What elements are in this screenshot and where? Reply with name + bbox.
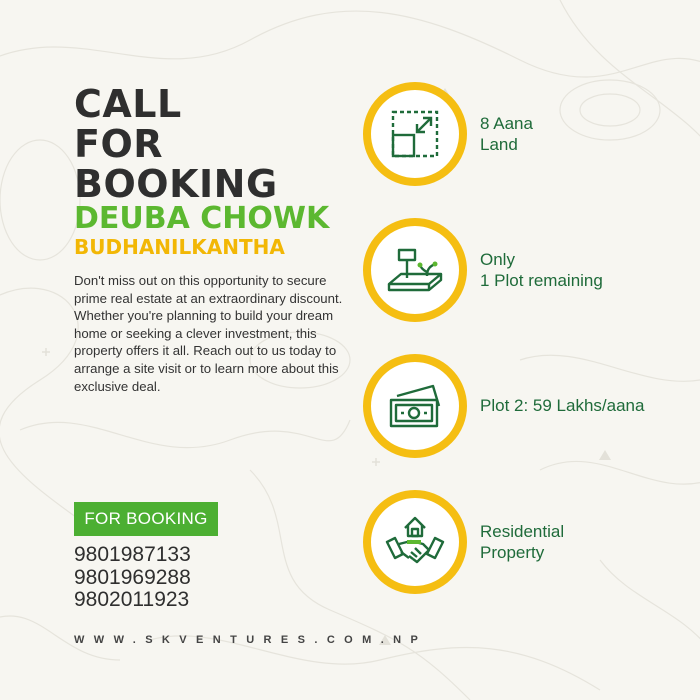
feature-circle xyxy=(363,490,467,594)
feature-plots-remaining xyxy=(363,218,683,322)
land-area-icon xyxy=(383,102,447,166)
feature-line: 8 Aana xyxy=(480,113,533,133)
feature-text xyxy=(480,490,564,594)
handshake-house-icon xyxy=(383,510,447,574)
feature-circle xyxy=(363,82,467,186)
feature-line: Property xyxy=(480,543,545,562)
feature-line: Residential xyxy=(480,521,565,541)
cash-icon xyxy=(383,374,447,438)
headline-line: FOR xyxy=(74,122,164,166)
phone-number[interactable]: 9802011923 xyxy=(74,588,190,611)
for-booking-badge: FOR BOOKING xyxy=(74,502,218,536)
feature-text xyxy=(480,354,644,458)
feature-text xyxy=(480,82,533,186)
phone-list xyxy=(74,544,191,612)
location-title: DEUBA CHOWK xyxy=(74,201,330,236)
feature-land-size xyxy=(363,82,683,186)
feature-circle xyxy=(363,218,467,322)
location-subtitle: BUDHANILKANTHA xyxy=(74,235,285,259)
headline-line: CALL xyxy=(74,82,182,126)
feature-line: Plot 2: 59 Lakhs/aana xyxy=(480,396,645,416)
feature-price xyxy=(363,354,683,458)
feature-circle xyxy=(363,354,467,458)
website-url[interactable]: WWW.SKVENTURES.COM.NP xyxy=(74,634,428,646)
feature-line: Only xyxy=(480,249,515,269)
feature-text xyxy=(480,218,603,322)
headline xyxy=(74,84,278,204)
feature-line: 1 Plot remaining xyxy=(480,271,603,290)
feature-property-type xyxy=(363,490,683,594)
headline-line: BOOKING xyxy=(74,162,278,206)
phone-number[interactable]: 9801969288 xyxy=(74,565,191,589)
feature-line: Land xyxy=(480,135,518,154)
plot-sign-icon xyxy=(383,238,447,302)
description-text: Don't miss out on this opportunity to secure prime real estate at an extraordinary discount. Whether you're planning to build your dream home or seeking a clever investment, this property offers it all. Reach out to us today to arrange a site visit or to learn more about this exclusive deal. xyxy=(74,273,343,394)
phone-number[interactable]: 9801987133 xyxy=(74,543,191,566)
